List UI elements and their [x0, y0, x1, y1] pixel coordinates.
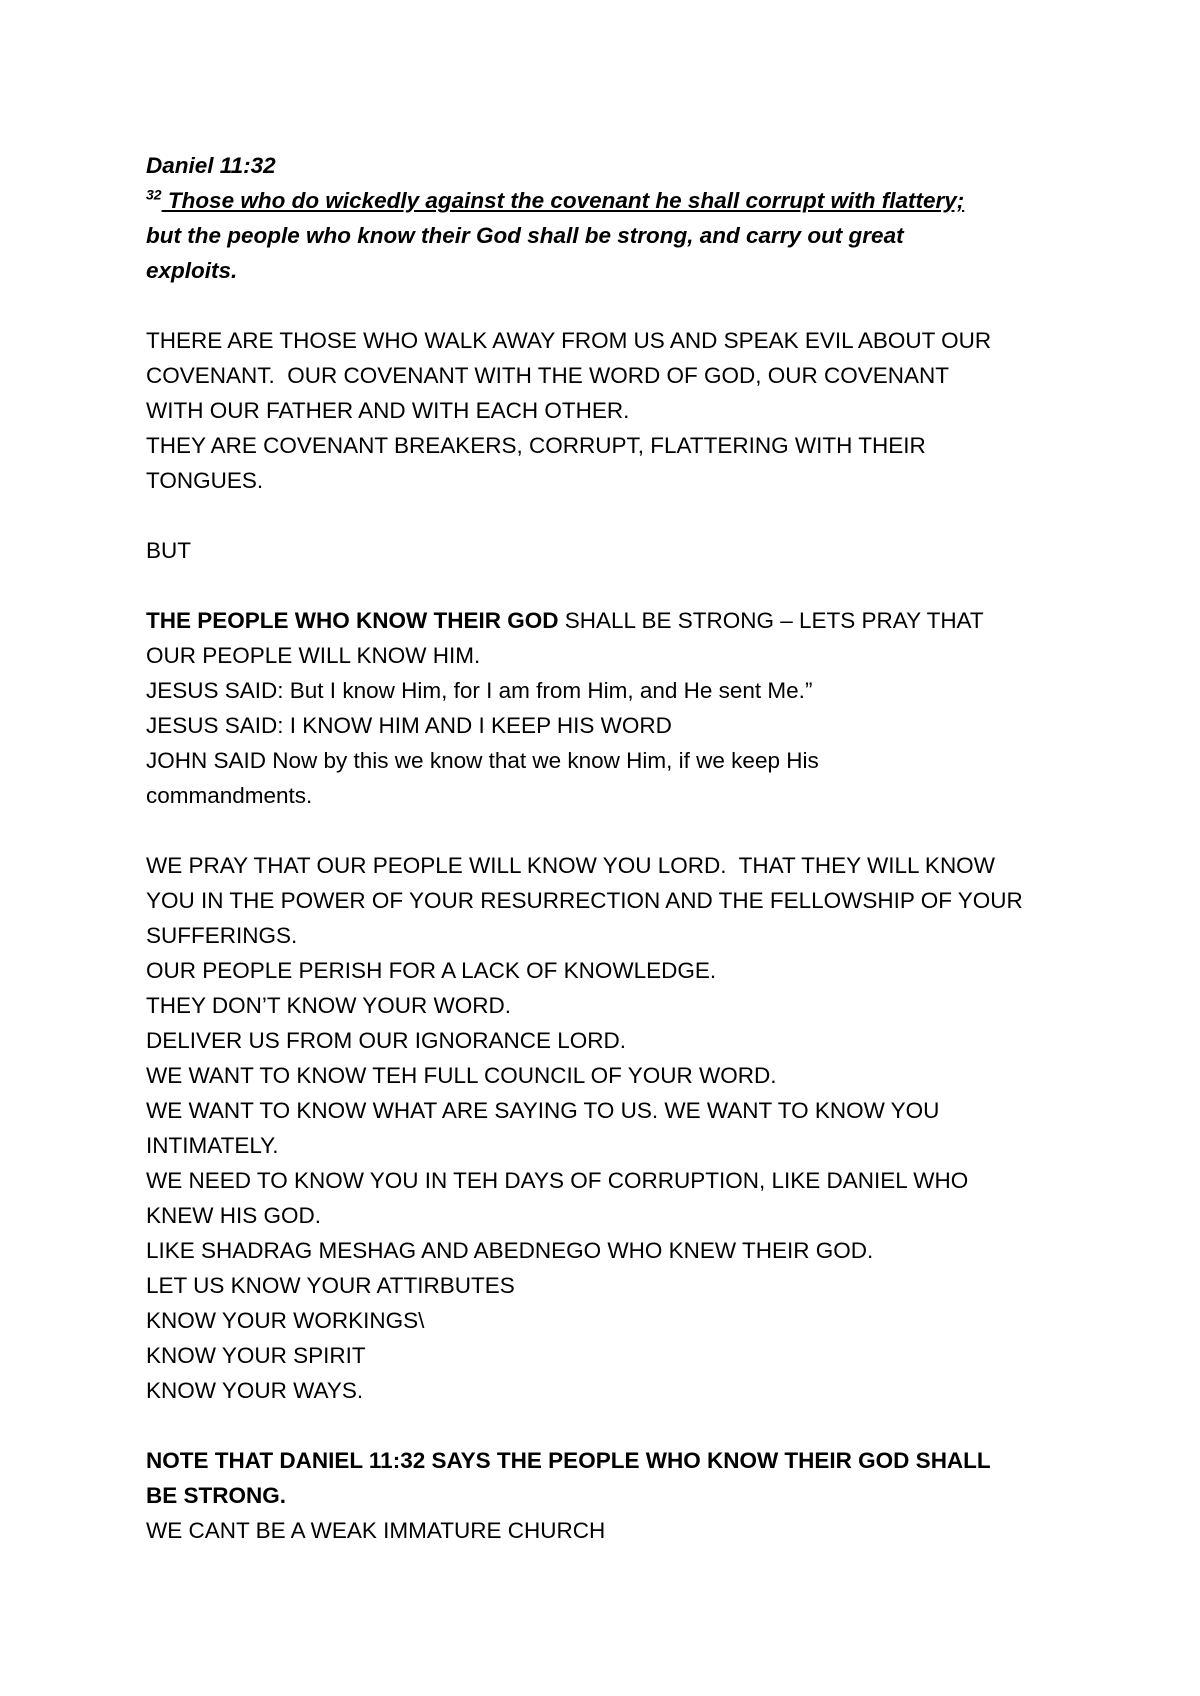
text-line: THERE ARE THOSE WHO WALK AWAY FROM US AND SPEAK EVIL ABOUT OUR: [146, 328, 992, 353]
verse-reference: Daniel 11:32: [146, 153, 276, 178]
bold-note-line: BE STRONG.: [146, 1483, 287, 1508]
text-line: COVENANT. OUR COVENANT WITH THE WORD OF GOD, OUR COVENANT: [146, 363, 949, 388]
bold-note-line: NOTE THAT DANIEL 11:32 SAYS THE PEOPLE WHO KNOW THEIR GOD SHALL: [146, 1448, 991, 1473]
text-run: SHALL BE STRONG – LETS PRAY THAT: [558, 608, 984, 633]
text-line: [146, 603, 1086, 638]
verse-line: exploits.: [146, 258, 238, 283]
text-line: SUFFERINGS.: [146, 923, 298, 948]
text-line: OUR PEOPLE WILL KNOW HIM.: [146, 643, 481, 668]
text-line: KNOW YOUR SPIRIT: [146, 1343, 366, 1368]
text-line: WE WANT TO KNOW WHAT ARE SAYING TO US. WE WANT TO KNOW YOU: [146, 1098, 940, 1123]
blank-line: [146, 288, 1086, 323]
verse-line: [146, 183, 1086, 218]
blank-line: [146, 568, 1086, 603]
text-line: JESUS SAID: I KNOW HIM AND I KEEP HIS WORD: [146, 713, 672, 738]
text-line: OUR PEOPLE PERISH FOR A LACK OF KNOWLEDGE.: [146, 958, 717, 983]
verse-number: 32: [146, 186, 162, 203]
text-line: JESUS SAID: But I know Him, for I am from Him, and He sent Me.”: [146, 678, 813, 703]
blank-line: [146, 813, 1086, 848]
text-line: commandments.: [146, 783, 313, 808]
verse-underlined-text: Those who do wickedly against the covenant he shall corrupt with flattery;: [161, 188, 965, 213]
text-line: INTIMATELY.: [146, 1133, 279, 1158]
text-line: WE NEED TO KNOW YOU IN TEH DAYS OF CORRUPTION, LIKE DANIEL WHO: [146, 1168, 969, 1193]
text-line: THEY ARE COVENANT BREAKERS, CORRUPT, FLATTERING WITH THEIR: [146, 433, 926, 458]
text-line: WITH OUR FATHER AND WITH EACH OTHER.: [146, 398, 630, 423]
text-line: THEY DON’T KNOW YOUR WORD.: [146, 993, 512, 1018]
document-page: [146, 148, 1086, 1548]
text-line: LIKE SHADRAG MESHAG AND ABEDNEGO WHO KNEW THEIR GOD.: [146, 1238, 874, 1263]
text-line: LET US KNOW YOUR ATTIRBUTES: [146, 1273, 515, 1298]
text-line: DELIVER US FROM OUR IGNORANCE LORD.: [146, 1028, 627, 1053]
blank-line: [146, 1408, 1086, 1443]
verse-line: but the people who know their God shall be strong, and carry out great: [146, 223, 904, 248]
text-line: YOU IN THE POWER OF YOUR RESURRECTION AND THE FELLOWSHIP OF YOUR: [146, 888, 1023, 913]
text-line: KNOW YOUR WORKINGS\: [146, 1308, 425, 1333]
text-line: KNOW YOUR WAYS.: [146, 1378, 364, 1403]
text-line: WE PRAY THAT OUR PEOPLE WILL KNOW YOU LORD. THAT THEY WILL KNOW: [146, 853, 995, 878]
text-line: WE CANT BE A WEAK IMMATURE CHURCH: [146, 1518, 606, 1543]
bold-phrase: THE PEOPLE WHO KNOW THEIR GOD: [146, 608, 559, 633]
text-line: JOHN SAID Now by this we know that we know Him, if we keep His: [146, 748, 819, 773]
text-line: BUT: [146, 538, 191, 563]
text-line: WE WANT TO KNOW TEH FULL COUNCIL OF YOUR WORD.: [146, 1063, 777, 1088]
text-line: TONGUES.: [146, 468, 264, 493]
text-line: KNEW HIS GOD.: [146, 1203, 322, 1228]
blank-line: [146, 498, 1086, 533]
